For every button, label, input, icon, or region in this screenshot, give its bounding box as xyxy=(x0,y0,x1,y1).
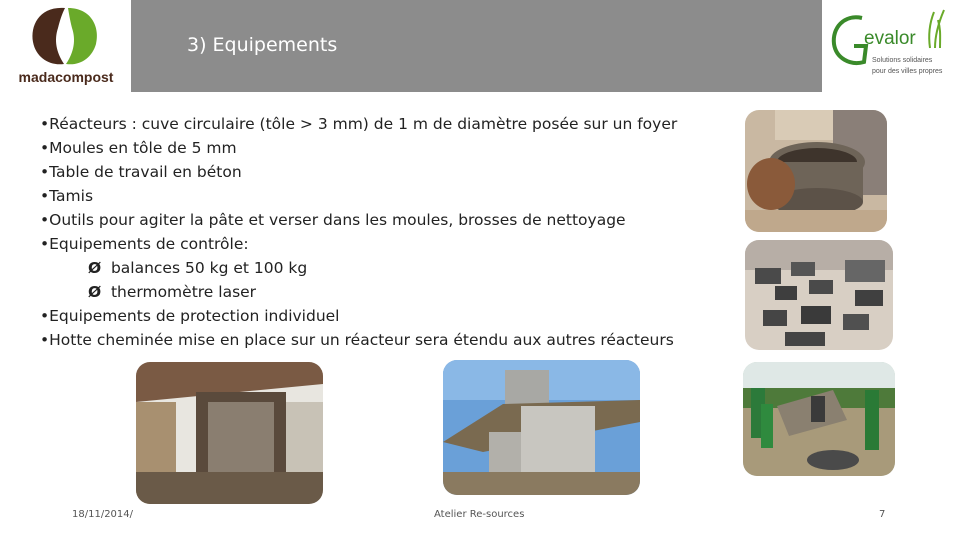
photo-moulds xyxy=(745,240,893,350)
page-number: 7 xyxy=(879,509,886,520)
madacompost-logo-text: madacompost xyxy=(18,69,114,85)
list-item: •Tamis xyxy=(40,187,94,205)
list-item: •Equipements de protection individuel xyxy=(40,307,340,325)
gevalor-logo xyxy=(822,0,960,92)
footer-date: 18/11/2014/ xyxy=(72,509,134,520)
list-item: •Equipements de contrôle: xyxy=(40,235,249,253)
list-item: •Hotte cheminée mise en place sur un réacteur sera étendu aux autres réacteurs xyxy=(40,331,674,349)
photo-workshop xyxy=(136,362,323,504)
list-item: •Outils pour agiter la pâte et verser dans les moules, brosses de nettoyage xyxy=(40,211,626,229)
list-item: •Réacteurs : cuve circulaire (tôle > 3 mm) de 1 m de diamètre posée sur un foyer xyxy=(40,115,678,133)
photo-chimney-hood xyxy=(443,360,640,495)
arrow-bullet-icon: Ø xyxy=(88,259,102,277)
madacompost-logo xyxy=(0,0,131,92)
arrow-bullet-icon: Ø xyxy=(88,283,102,301)
equipment-list xyxy=(40,112,730,352)
sub-list-item xyxy=(40,280,730,304)
photo-workers xyxy=(743,362,895,476)
photo-reactor xyxy=(745,110,887,232)
header-bar xyxy=(0,0,960,92)
grass-icon xyxy=(929,10,944,48)
bean-left-half xyxy=(32,8,65,64)
gevalor-tagline-2: pour des villes propres xyxy=(872,68,943,75)
sub-list-item-text: thermomètre laser xyxy=(110,283,257,301)
list-item: •Table de travail en béton xyxy=(40,163,242,181)
gevalor-logo-name: evalor xyxy=(864,28,916,49)
sub-list-item-text: balances 50 kg et 100 kg xyxy=(110,259,308,277)
gevalor-g-mark xyxy=(834,17,866,63)
list-item: •Moules en tôle de 5 mm xyxy=(40,139,237,157)
slide-title: 3) Equipements xyxy=(187,34,338,56)
gevalor-tagline-1: Solutions solidaires xyxy=(872,57,933,64)
footer-event: Atelier Re-sources xyxy=(434,509,525,520)
sub-list-item xyxy=(40,256,730,280)
bean-right-half xyxy=(66,8,97,64)
